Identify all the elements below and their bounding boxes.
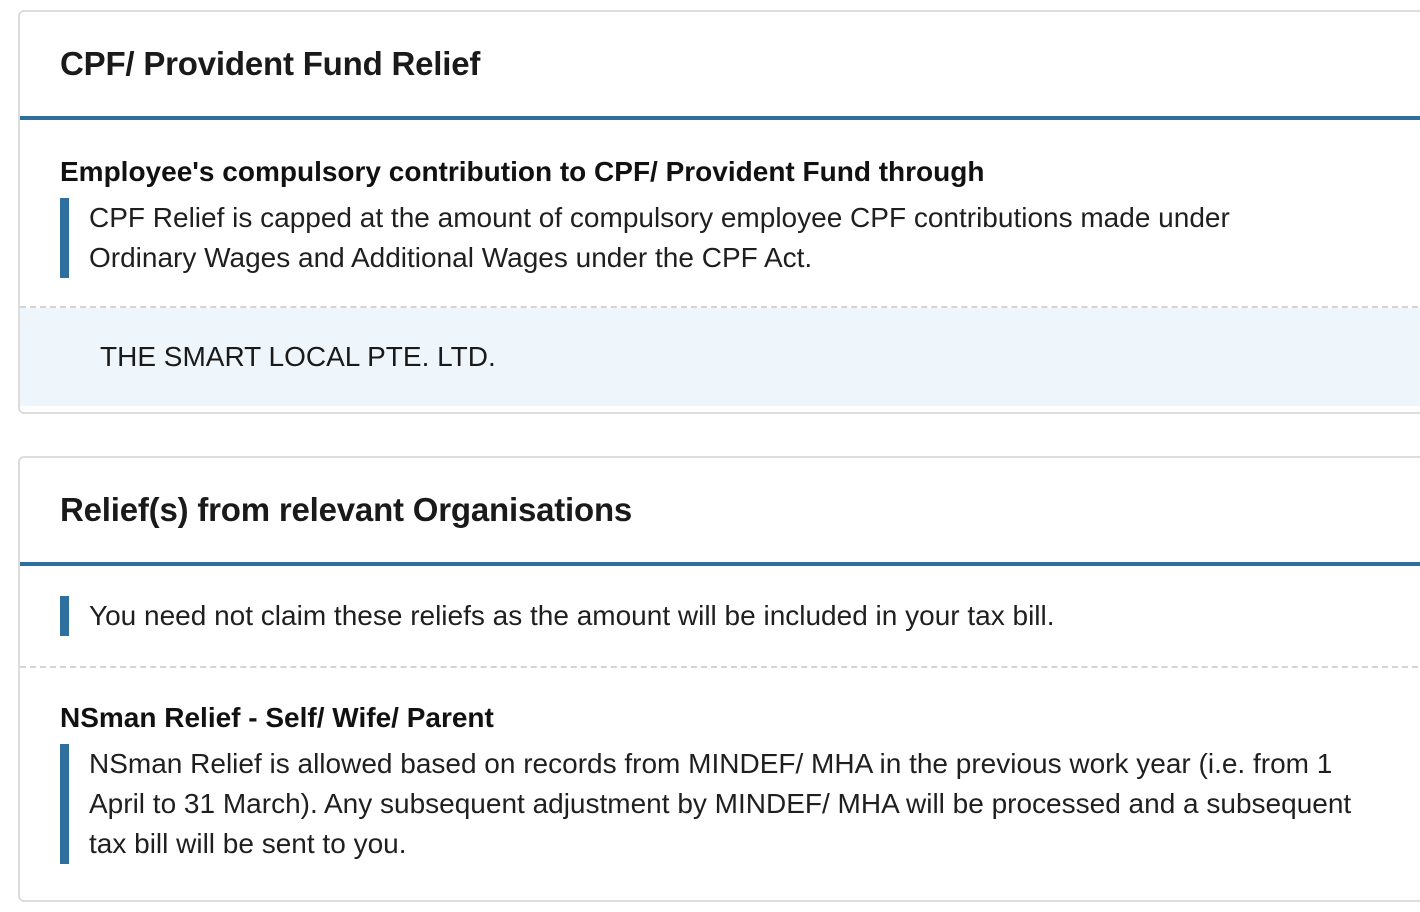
cpf-contribution-heading: Employee's compulsory contribution to CPF/ Provident Fund through bbox=[60, 156, 985, 187]
employer-name: THE SMART LOCAL PTE. LTD. bbox=[100, 341, 496, 372]
nsman-relief-heading: NSman Relief - Self/ Wife/ Parent bbox=[60, 702, 494, 733]
nsman-relief-section bbox=[20, 668, 1420, 864]
nsman-relief-note: NSman Relief is allowed based on records from MINDEF/ MHA in the previous work year (i.e. from 1 April to 31 March). Any subsequent adjustment by MINDEF/ MHA will be processed and a subsequent tax bill will be sent to you. bbox=[60, 744, 1389, 864]
cpf-relief-title: CPF/ Provident Fund Relief bbox=[60, 45, 481, 82]
organisation-relief-header bbox=[20, 458, 1420, 566]
organisation-info-section bbox=[20, 566, 1420, 666]
cpf-relief-note: CPF Relief is capped at the amount of compulsory employee CPF contributions made under Ordinary Wages and Additional Wages under the CPF Act. bbox=[60, 198, 1329, 278]
employer-row bbox=[20, 308, 1420, 406]
cpf-relief-header bbox=[20, 12, 1420, 120]
cpf-relief-card bbox=[18, 10, 1420, 414]
cpf-contribution-section bbox=[20, 120, 1420, 306]
organisation-info-note: You need not claim these reliefs as the amount will be included in your tax bill. bbox=[60, 596, 1398, 636]
organisation-relief-title: Relief(s) from relevant Organisations bbox=[60, 491, 633, 528]
organisation-relief-card bbox=[18, 456, 1420, 902]
